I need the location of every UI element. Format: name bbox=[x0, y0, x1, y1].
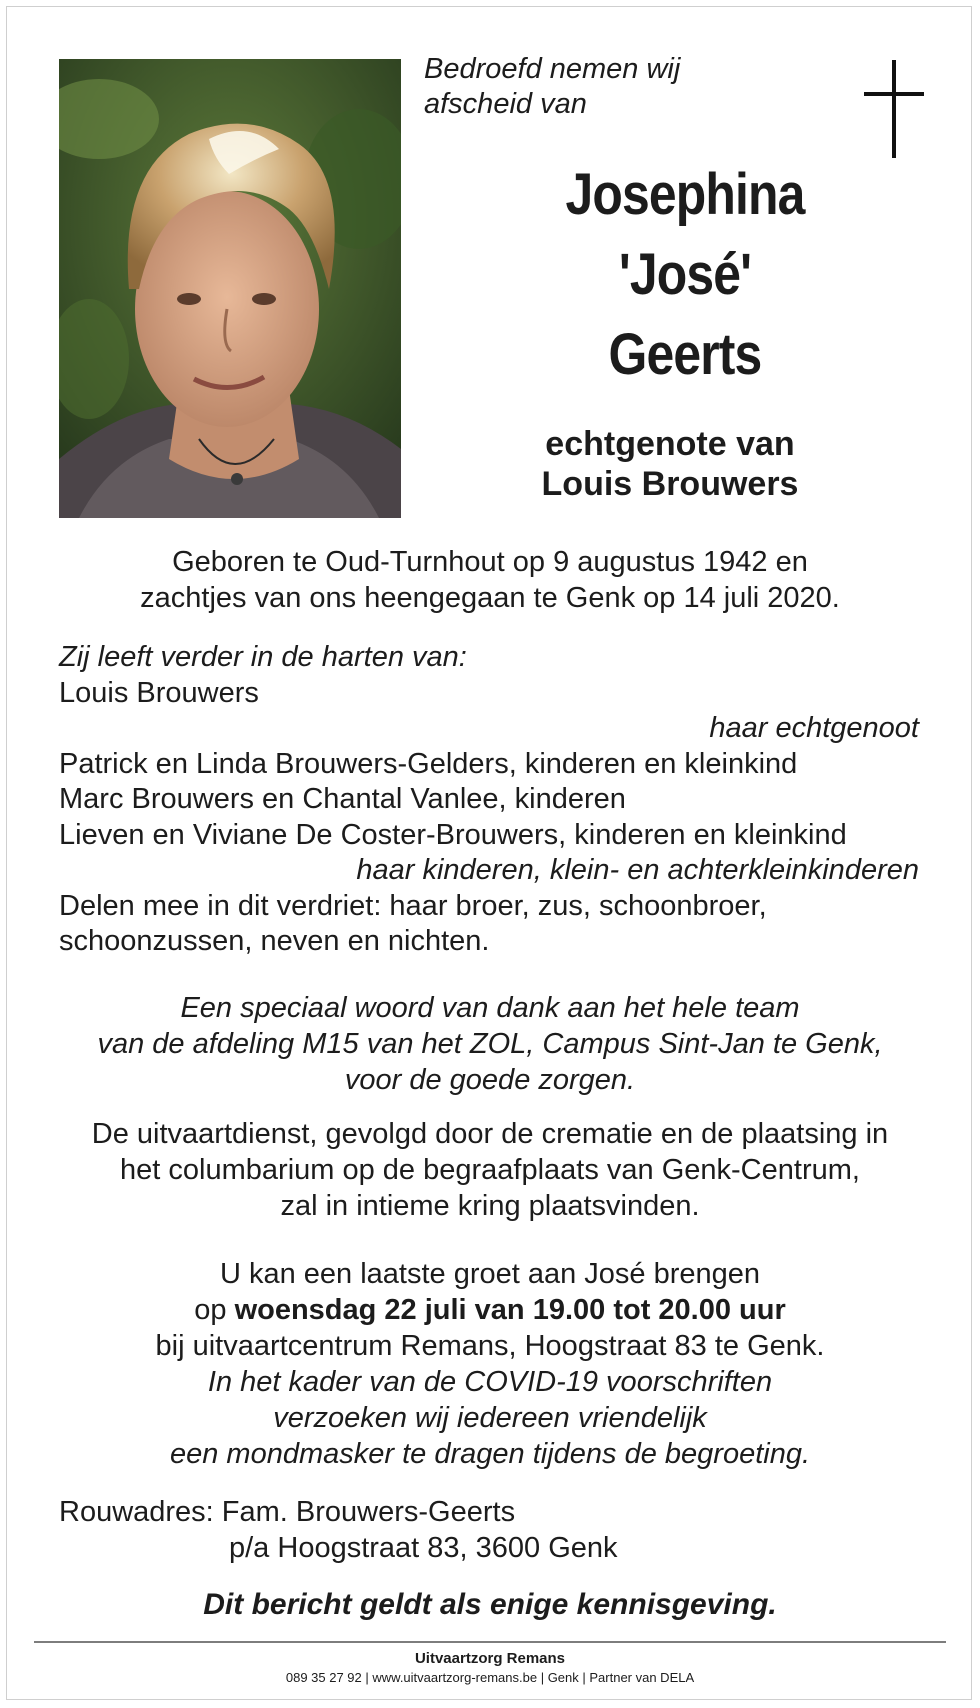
funeral-home-name: Uitvaartzorg Remans bbox=[414, 1650, 566, 1667]
visitation-text bbox=[40, 1256, 940, 1472]
visit-line-2 bbox=[40, 1292, 940, 1328]
children-line: Lieven en Viviane De Coster-Brouwers, kinderen en kleinkind bbox=[59, 818, 847, 851]
funeral-home-info: 089 35 27 92 | www.uitvaartzorg-remans.be | Genk | Partner van DELA bbox=[285, 1670, 695, 1685]
family-heading: Zij leeft verder in de harten van: bbox=[59, 641, 467, 673]
covid-line-2: verzoeken wij iedereen vriendelijk bbox=[273, 1402, 707, 1434]
thanks-text bbox=[40, 990, 940, 1098]
birth-line-2: zachtjes van ons heengegaan te Genk op 14 juli 2020. bbox=[140, 582, 840, 614]
address-line-1: Rouwadres: Fam. Brouwers-Geerts bbox=[59, 1496, 516, 1528]
family-list bbox=[59, 640, 919, 960]
service-line-1: De uitvaartdienst, gevolgd door de crematie en de plaatsing in bbox=[91, 1118, 889, 1150]
deceased-name bbox=[530, 155, 840, 395]
spouse-line-2: Louis Brouwers bbox=[541, 465, 799, 503]
covid-line-1: In het kader van de COVID-19 voorschriften bbox=[207, 1366, 773, 1398]
service-text bbox=[40, 1116, 940, 1224]
last-name: Geerts bbox=[608, 322, 762, 387]
visit-datetime: woensdag 22 juli van 19.00 tot 20.00 uur bbox=[234, 1294, 786, 1326]
covid-line-3: een mondmasker te dragen tijdens de begroeting. bbox=[169, 1438, 811, 1470]
spouse-block bbox=[520, 424, 820, 504]
children-role: haar kinderen, klein- en achterkleinkinderen bbox=[356, 854, 919, 886]
intro-line-2: afscheid van bbox=[424, 88, 587, 120]
mourning-address bbox=[59, 1494, 759, 1566]
shared-grief-line-1: Delen mee in dit verdriet: haar broer, zus, schoonbroer, bbox=[59, 889, 767, 922]
nickname: 'José' bbox=[618, 242, 752, 307]
thanks-line-1: Een speciaal woord van dank aan het hele team bbox=[180, 992, 800, 1024]
children-line: Patrick en Linda Brouwers-Gelders, kinderen en kleinkind bbox=[59, 747, 798, 780]
address-line-2: p/a Hoogstraat 83, 3600 Genk bbox=[229, 1532, 618, 1564]
thanks-line-2: van de afdeling M15 van het ZOL, Campus Sint-Jan te Genk, bbox=[97, 1028, 883, 1060]
visit-prefix: op bbox=[194, 1294, 227, 1326]
notice-text: Dit bericht geldt als enige kennisgeving. bbox=[203, 1588, 777, 1621]
intro-line-1: Bedroefd nemen wij bbox=[424, 53, 681, 85]
visit-line-3: bij uitvaartcentrum Remans, Hoogstraat 83 te Genk. bbox=[155, 1330, 825, 1362]
shared-grief-line-2: schoonzussen, neven en nichten. bbox=[59, 925, 490, 957]
first-name: Josephina bbox=[565, 162, 805, 227]
service-line-3: zal in intieme kring plaatsvinden. bbox=[280, 1190, 700, 1222]
husband-name: Louis Brouwers bbox=[59, 676, 259, 709]
children-line: Marc Brouwers en Chantal Vanlee, kinderen bbox=[59, 783, 626, 815]
birth-death-text bbox=[60, 544, 920, 616]
thanks-line-3: voor de goede zorgen. bbox=[344, 1064, 636, 1096]
service-line-2: het columbarium op de begraafplaats van Genk-Centrum, bbox=[120, 1154, 860, 1186]
visit-line-1: U kan een laatste groet aan José brengen bbox=[219, 1258, 761, 1290]
cross-icon bbox=[864, 60, 924, 160]
birth-line-1: Geboren te Oud-Turnhout op 9 augustus 1942 en bbox=[172, 546, 808, 578]
spouse-line-1: echtgenote van bbox=[545, 425, 795, 463]
footer-divider bbox=[34, 1641, 946, 1643]
intro-text bbox=[424, 52, 724, 122]
husband-role: haar echtgenoot bbox=[709, 712, 919, 744]
portrait-photo bbox=[59, 59, 401, 518]
